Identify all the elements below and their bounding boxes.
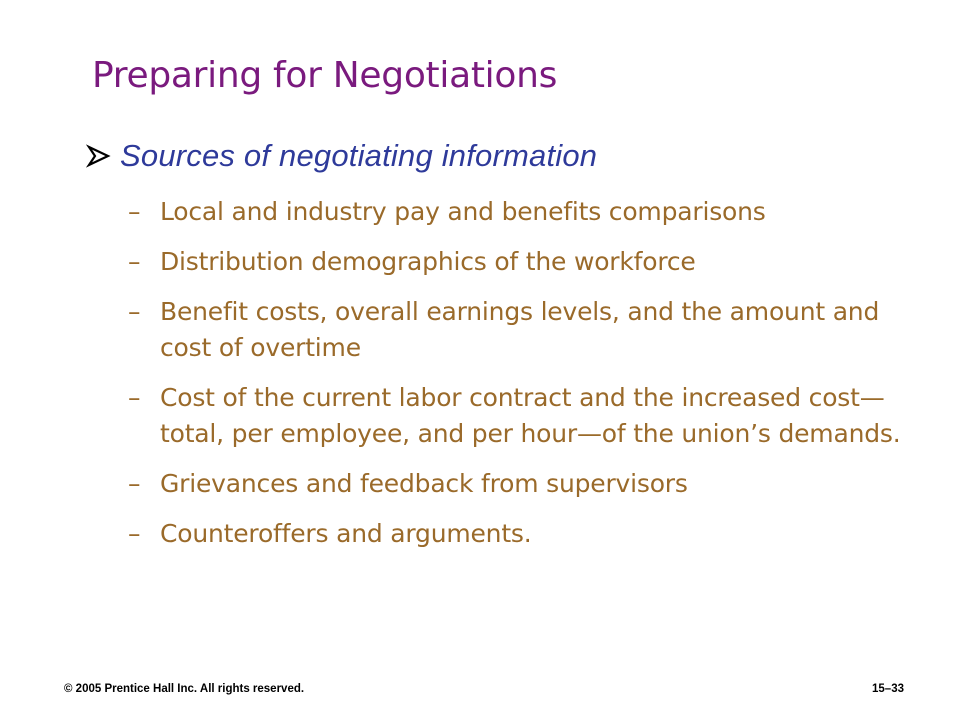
sub-bullet-item [128,380,928,452]
sub-bullet-text: Grievances and feedback from supervisors [160,469,688,498]
sub-bullet-text: Counteroffers and arguments. [160,519,532,548]
sub-bullet-text: Local and industry pay and benefits comparisons [160,197,766,226]
main-bullet [86,138,597,174]
sub-bullet-text: Cost of the current labor contract and the increased cost—total, per employee, and per hour—of the union’s demands. [160,383,901,448]
dash-marker: – [128,247,141,276]
dash-marker: – [128,519,141,548]
sub-bullet-item [128,194,928,230]
slide-title: Preparing for Negotiations [92,55,558,96]
main-bullet-text: Sources of negotiating information [120,138,598,173]
dash-marker: – [128,383,141,412]
sub-bullet-list [128,194,928,566]
sub-bullet-item [128,516,928,552]
footer-page-number: 15–33 [872,683,904,695]
sub-bullet-text: Distribution demographics of the workforce [160,247,696,276]
sub-bullet-item [128,244,928,280]
dash-marker: – [128,469,141,498]
footer-copyright: © 2005 Prentice Hall Inc. All rights reserved. [64,683,305,695]
dash-marker: – [128,297,141,326]
sub-bullet-text: Benefit costs, overall earnings levels, and the amount and cost of overtime [160,297,880,362]
sub-bullet-item [128,466,928,502]
dash-marker: – [128,197,141,226]
arrow-bullet-icon [86,143,112,169]
sub-bullet-item [128,294,928,366]
